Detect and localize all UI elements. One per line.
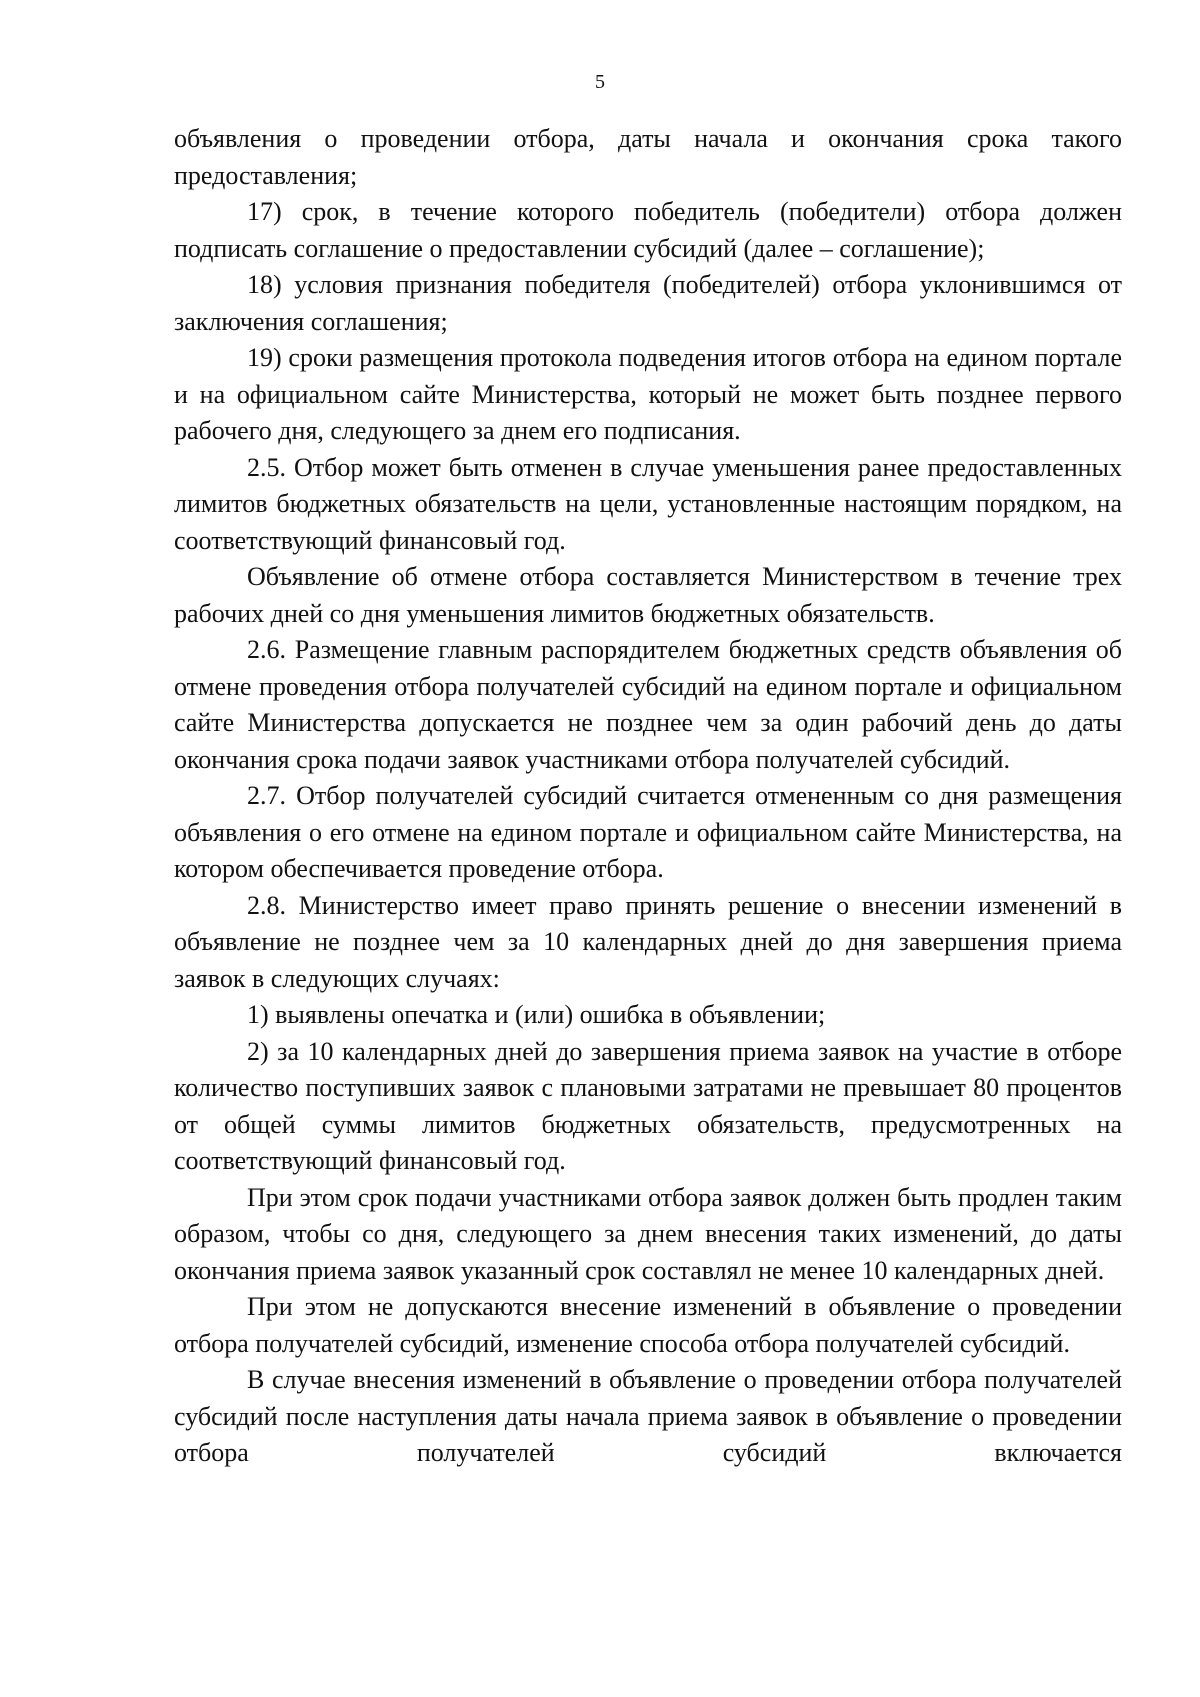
paragraph-case-1: 1) выявлены опечатка и (или) ошибка в объявлении; — [247, 1000, 826, 1029]
paragraph-deadline-extension: При этом срок подачи участниками отбора заявок должен быть продлен таким образом, чтобы со дня, следующего за днем внесения таких изменений, до даты окончания приема заявок указанный срок составлял не менее 10 календарных дней. — [174, 1182, 1122, 1285]
paragraph-prohibited-changes: При этом не допускаются внесение изменений в объявление о проведении отбора получателей субсидий, изменение способа отбора получателей субсидий. — [174, 1292, 1122, 1358]
paragraph-section-2-7: 2.7. Отбор получателей субсидий считается отмененным со дня размещения объявления о его отмене на едином портале и официальном сайте Министерства, на котором обеспечивается проведение отбора. — [174, 781, 1122, 883]
paragraph-item-17: 17) срок, в течение которого победитель (победители) отбора должен подписать соглашение о предоставлении субсидий (далее – соглашение); — [174, 197, 1122, 263]
paragraph-item-19: 19) сроки размещения протокола подведения итогов отбора на едином портале и на официальном сайте Министерства, который не может быть позднее первого рабочего дня, следующего за днем его подписания. — [174, 343, 1122, 445]
paragraph-section-2-6: 2.6. Размещение главным распорядителем бюджетных средств объявления об отмене проведения отбора получателей субсидий на едином портале и официальном сайте Министерства допускается не позднее чем за один рабочий день до даты окончания срока подачи заявок участниками отбора получателей субсидий. — [174, 635, 1122, 774]
paragraph-item-18: 18) условия признания победителя (победителей) отбора уклонившимся от заключения соглашения; — [174, 270, 1122, 336]
paragraph-continuation: объявления о проведении отбора, даты начала и окончания срока такого предоставления; — [174, 124, 1122, 190]
paragraph-cancellation-notice: Объявление об отмене отбора составляется Министерством в течение трех рабочих дней со дня уменьшения лимитов бюджетных обязательств. — [174, 562, 1122, 628]
paragraph-case-2: 2) за 10 календарных дней до завершения приема заявок на участие в отборе количество поступивших заявок с плановыми затратами не превышает 80 процентов от общей суммы лимитов бюджетных обязательств, предусмотренных на соответствующий финансовый год. — [174, 1036, 1122, 1175]
page-number: 5 — [595, 71, 605, 93]
document-body — [174, 121, 1122, 1472]
paragraph-section-2-5: 2.5. Отбор может быть отменен в случае уменьшения ранее предоставленных лимитов бюджетных обязательств на цели, установленные настоящим порядком, на соответствующий финансовый год. — [174, 452, 1122, 555]
paragraph-changes-after-start: В случае внесения изменений в объявление о проведении отбора получателей субсидий после наступления даты начала приема заявок в объявление о проведении отбора получателей субсидий включается — [174, 1365, 1122, 1467]
paragraph-section-2-8: 2.8. Министерство имеет право принять решение о внесении изменений в объявление не позднее чем за 10 календарных дней до дня завершения приема заявок в следующих случаях: — [174, 890, 1122, 993]
